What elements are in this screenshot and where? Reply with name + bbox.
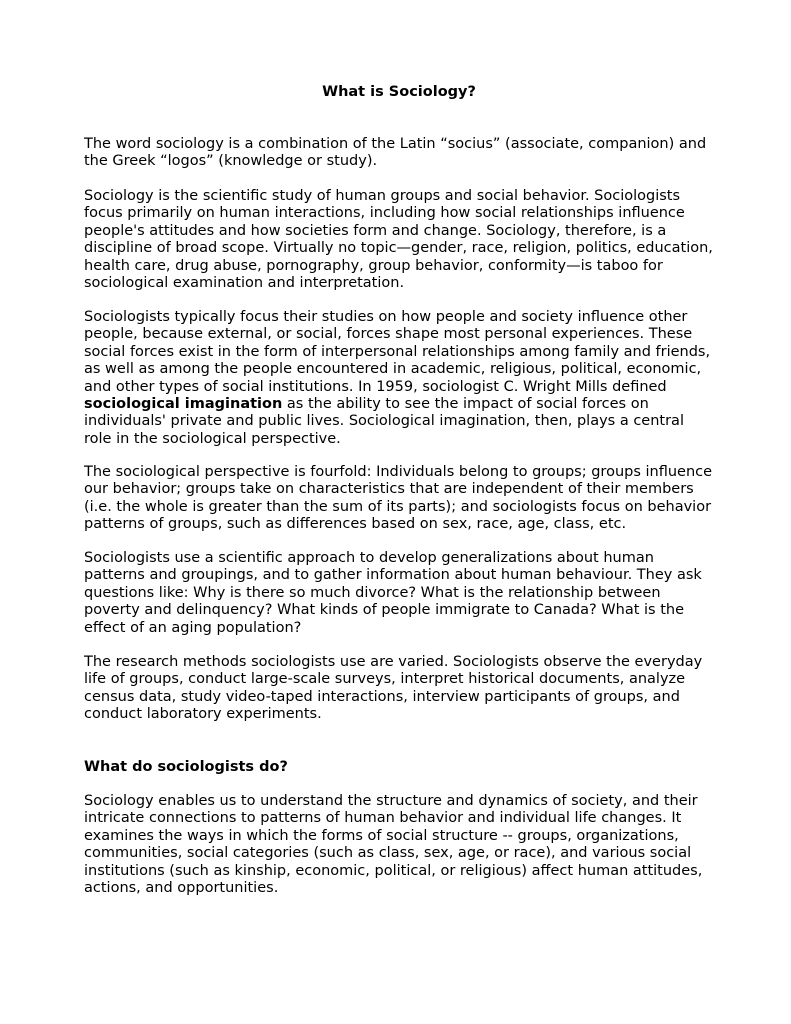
bold-term-sociological-imagination: sociological imagination xyxy=(84,396,283,413)
paragraph-etymology: The word sociology is a combination of the Latin “socius” (associate, companion) and the Greek “logos” (knowledge or study). xyxy=(84,136,707,170)
paragraph-scientific-approach: Sociologists use a scientific approach to develop generalizations about human patterns and groupings, and to gather information about human behaviour. They ask questions like: Why is there so much divorce? What is the relationship between poverty and delinquency? What kinds of people immigrate to Canada? What is the effect of an aging population? xyxy=(84,550,702,636)
paragraph-social-forces xyxy=(84,309,714,448)
section-heading: What do sociologists do? xyxy=(84,759,288,775)
paragraph-social-forces-text-1: Sociologists typically focus their studies on how people and society influence other people, because external, or social, forces shape most personal experiences. These social forces exist in the form of interpersonal relationships among family and friends, as well as among the people encountered in academic, religious, political, economic, and other types of social institutions. In 1959, sociologist C. Wright Mills defined xyxy=(84,309,711,395)
paragraph-perspective: The sociological perspective is fourfold: Individuals belong to groups; groups influence our behavior; groups take on characteristics that are independent of their members (i.e. the whole is greater than the sum of its parts); and sociologists focus on behavior patterns of groups, such as differences based on sex, race, age, class, etc. xyxy=(84,464,713,533)
paragraph-definition: Sociology is the scientific study of human groups and social behavior. Sociologists focus primarily on human interactions, including how social relationships influence people's attitudes and how societies form and change. Sociology, therefore, is a discipline of broad scope. Virtually no topic—gender, race, religion, politics, education, health care, drug abuse, pornography, group behavior, conformity—is taboo for sociological examination and interpretation. xyxy=(84,188,713,292)
paragraph-research-methods: The research methods sociologists use are varied. Sociologists observe the everyday life of groups, conduct large-scale surveys, interpret historical documents, analyze census data, study video-taped interactions, interview participants of groups, and conduct laboratory experiments. xyxy=(84,654,703,723)
paragraph-social-forces-text-2: as the ability to see the impact of social forces on individuals' private and public lives. Sociological imagination, then, plays a central role in the sociological perspective. xyxy=(84,396,684,447)
document-title: What is Sociology? xyxy=(322,84,476,100)
paragraph-what-sociologists-do: Sociology enables us to understand the structure and dynamics of society, and their intricate connections to patterns of human behavior and individual life changes. It examines the ways in which the forms of social structure -- groups, organizations, communities, social categories (such as class, sex, age, or race), and various social institutions (such as kinship, economic, political, or religious) affect human attitudes, actions, and opportunities. xyxy=(84,793,703,897)
